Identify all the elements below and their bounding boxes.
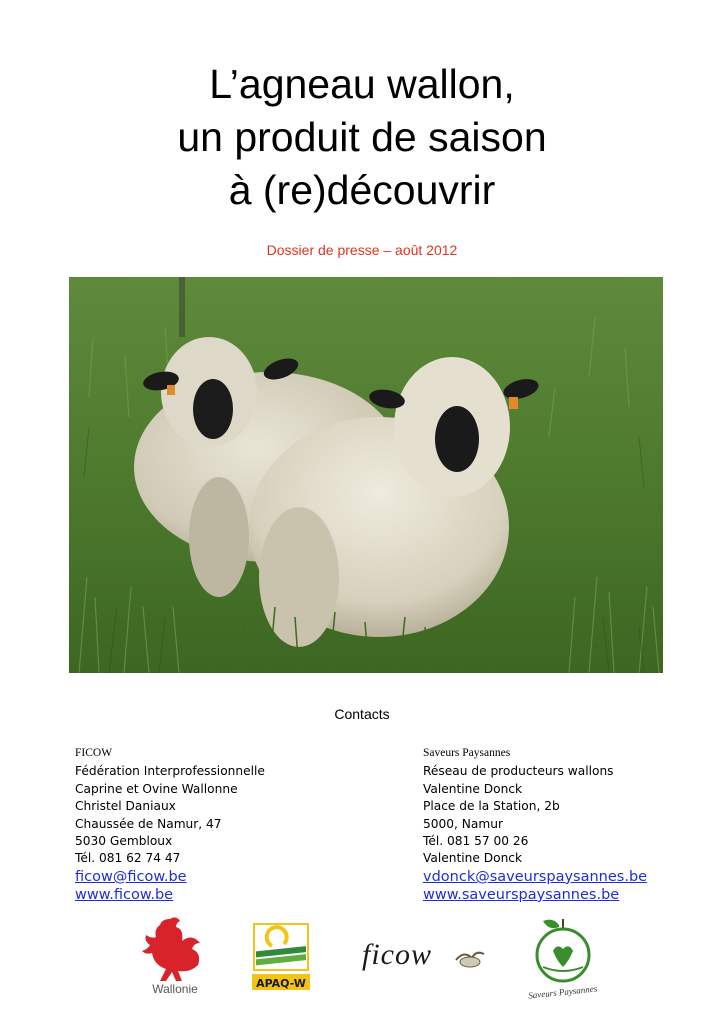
contact-line: Valentine Donck	[423, 851, 523, 866]
email-link[interactable]: vdonck@saveurspaysannes.be	[423, 868, 648, 885]
email-link[interactable]: ficow@ficow.be	[75, 868, 187, 885]
apaq-w-logo	[250, 916, 312, 994]
contact-line: Valentine Donck	[423, 781, 523, 796]
contact-line: Chaussée de Namur, 47	[75, 816, 222, 831]
wallonie-logo	[140, 915, 210, 997]
website-link[interactable]: www.saveurspaysannes.be	[423, 886, 620, 903]
contact-line: Réseau de producteurs wallons	[423, 764, 614, 779]
svg-text:Saveurs Paysannes: Saveurs Paysannes	[527, 983, 598, 1001]
contact-line: Place de la Station, 2b	[423, 799, 560, 814]
website-link[interactable]: www.ficow.be	[75, 886, 174, 903]
title-line-3: à (re)découvrir	[228, 167, 496, 213]
contact-ficow	[75, 745, 265, 904]
sheep-photo	[69, 277, 663, 673]
contact-line: Tél. 081 57 00 26	[423, 834, 529, 849]
contact-line: Christel Daniaux	[75, 799, 176, 814]
saveurs-paysannes-logo	[525, 915, 601, 1001]
contact-line: 5030 Gembloux	[75, 834, 173, 849]
contact-line: Fédération Interprofessionnelle	[75, 764, 265, 779]
contact-saveurs-paysannes	[423, 745, 647, 904]
contact-org: FICOW	[75, 747, 113, 759]
press-kit-subtitle: Dossier de presse – août 2012	[266, 242, 458, 258]
document-title	[0, 58, 724, 217]
svg-text:APAQ-W: APAQ-W	[256, 977, 306, 990]
contact-line: Caprine et Ovine Wallonne	[75, 781, 238, 796]
contact-line: Tél. 081 62 74 47	[75, 851, 181, 866]
title-line-2: un produit de saison	[177, 114, 547, 160]
contact-line: 5000, Namur	[423, 816, 503, 831]
wallonie-logo-text: Wallonie	[152, 982, 198, 996]
title-line-1: L’agneau wallon,	[209, 61, 515, 107]
ficow-logo	[360, 938, 488, 974]
contact-org: Saveurs Paysannes	[423, 747, 511, 759]
contacts-heading: Contacts	[334, 706, 390, 722]
svg-text:ficow: ficow	[362, 938, 432, 971]
